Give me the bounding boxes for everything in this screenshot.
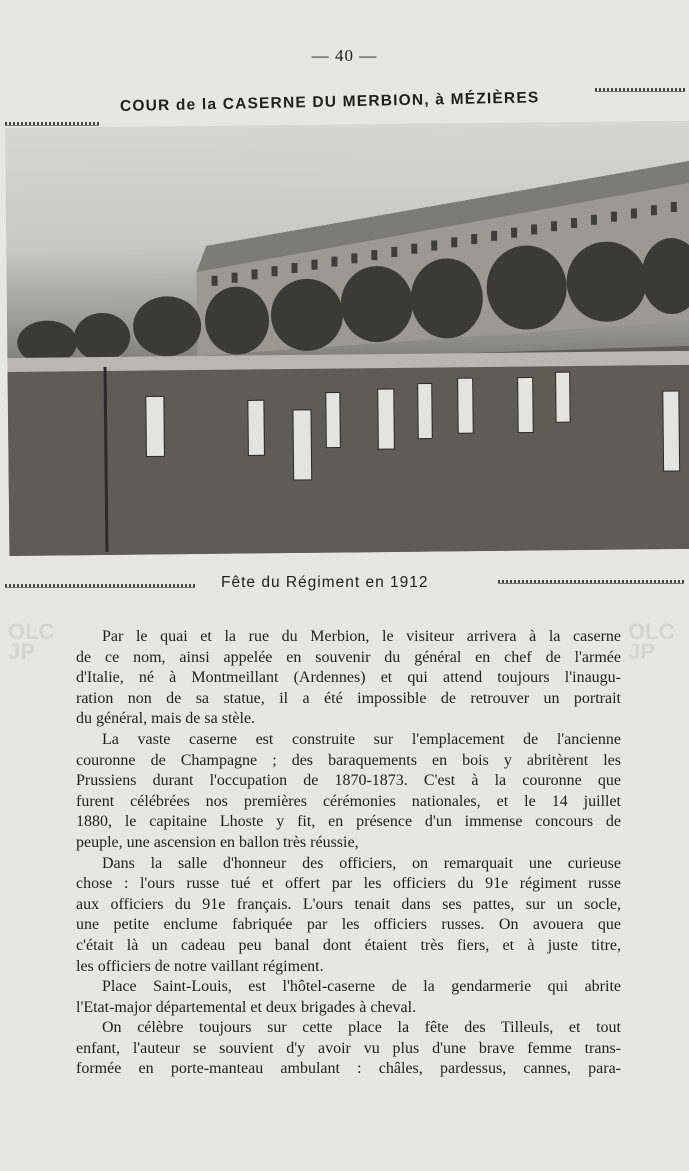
text-line: couronne de Champagne ; des baraquements en bois y abritèrent les [76, 751, 621, 769]
text-line: d'Italie, né à Montmeillant (Ardennes) et qui attend toujours l'inaugu- [76, 669, 621, 687]
text-line: du général, mais de sa stèle. [76, 710, 256, 728]
paragraph [76, 627, 621, 730]
text-line: chose : l'ours russe tué et offert par les officiers du 91e régiment russe [76, 875, 621, 893]
paragraph [76, 1018, 621, 1080]
text-line: Prussiens durant l'occupation de 1870-1873. C'est à la couronne que [76, 772, 621, 790]
page-title: COUR de la CASERNE DU MERBION, à MÉZIÈRES [119, 89, 540, 115]
photo-caption: Fête du Régiment en 1912 [221, 574, 429, 591]
text-line: une petite enclume fabriquée par les officiers russes. On avouera que [76, 916, 621, 934]
paragraph [76, 977, 621, 1018]
caption-row [0, 570, 689, 600]
paragraph [76, 854, 621, 978]
text-line: enfant, l'auteur se souvient d'y avoir vu plus d'une brave femme trans- [76, 1039, 621, 1057]
text-line: Place Saint-Louis, est l'hôtel-caserne de la gendarmerie qui abrite [102, 978, 621, 996]
text-line: l'Etat-major départemental et deux brigades à cheval. [76, 998, 417, 1016]
text-line: de ce nom, ainsi appelée en souvenir du général en chef de l'armée [76, 648, 621, 666]
title-left-rule [5, 122, 99, 126]
barracks-photo [5, 121, 689, 556]
text-line: Par le quai et la rue du Merbion, le visiteur arrivera à la caserne [102, 628, 621, 645]
watermark-left: OLC JP [8, 619, 55, 664]
watermark-right: OLC JP [628, 619, 675, 664]
text-line: peuple, une ascension en ballon très réussie, [76, 833, 359, 851]
text-line: aux officiers du 91e français. L'ours tenait dans ses pattes, sur un socle, [76, 895, 621, 913]
caption-left-rule [5, 584, 195, 588]
text-line: On célèbre toujours sur cette place la fête des Tilleuls, et tout [102, 1019, 621, 1037]
page-number: — 40 — [311, 46, 378, 65]
paragraph [76, 730, 621, 854]
caption-right-rule [498, 580, 684, 584]
text-line: formée en porte-manteau ambulant : châles, pardessus, cannes, para- [76, 1060, 621, 1078]
title-row [0, 86, 689, 126]
text-line: La vaste caserne est construite sur l'emplacement de l'ancienne [102, 730, 621, 748]
article-body [76, 627, 621, 1080]
text-line: ration non de sa statue, il a été impossible de retrouver un portrait [76, 689, 621, 707]
text-line: 1880, le capitaine Lhoste y fit, en présence d'un immense concours de [76, 813, 621, 831]
text-line: furent célébrées nos premières cérémonies nationales, et le 14 juillet [76, 792, 621, 810]
text-line: Dans la salle d'honneur des officiers, on remarquait une curieuse [102, 854, 621, 872]
title-right-rule [595, 88, 685, 92]
text-line: c'était là un cadeau peu banal dont étaient très fiers, et à juste titre, [76, 936, 621, 954]
barracks-photo-drawing [5, 121, 689, 556]
text-line: les officiers de notre vaillant régiment. [76, 957, 324, 975]
